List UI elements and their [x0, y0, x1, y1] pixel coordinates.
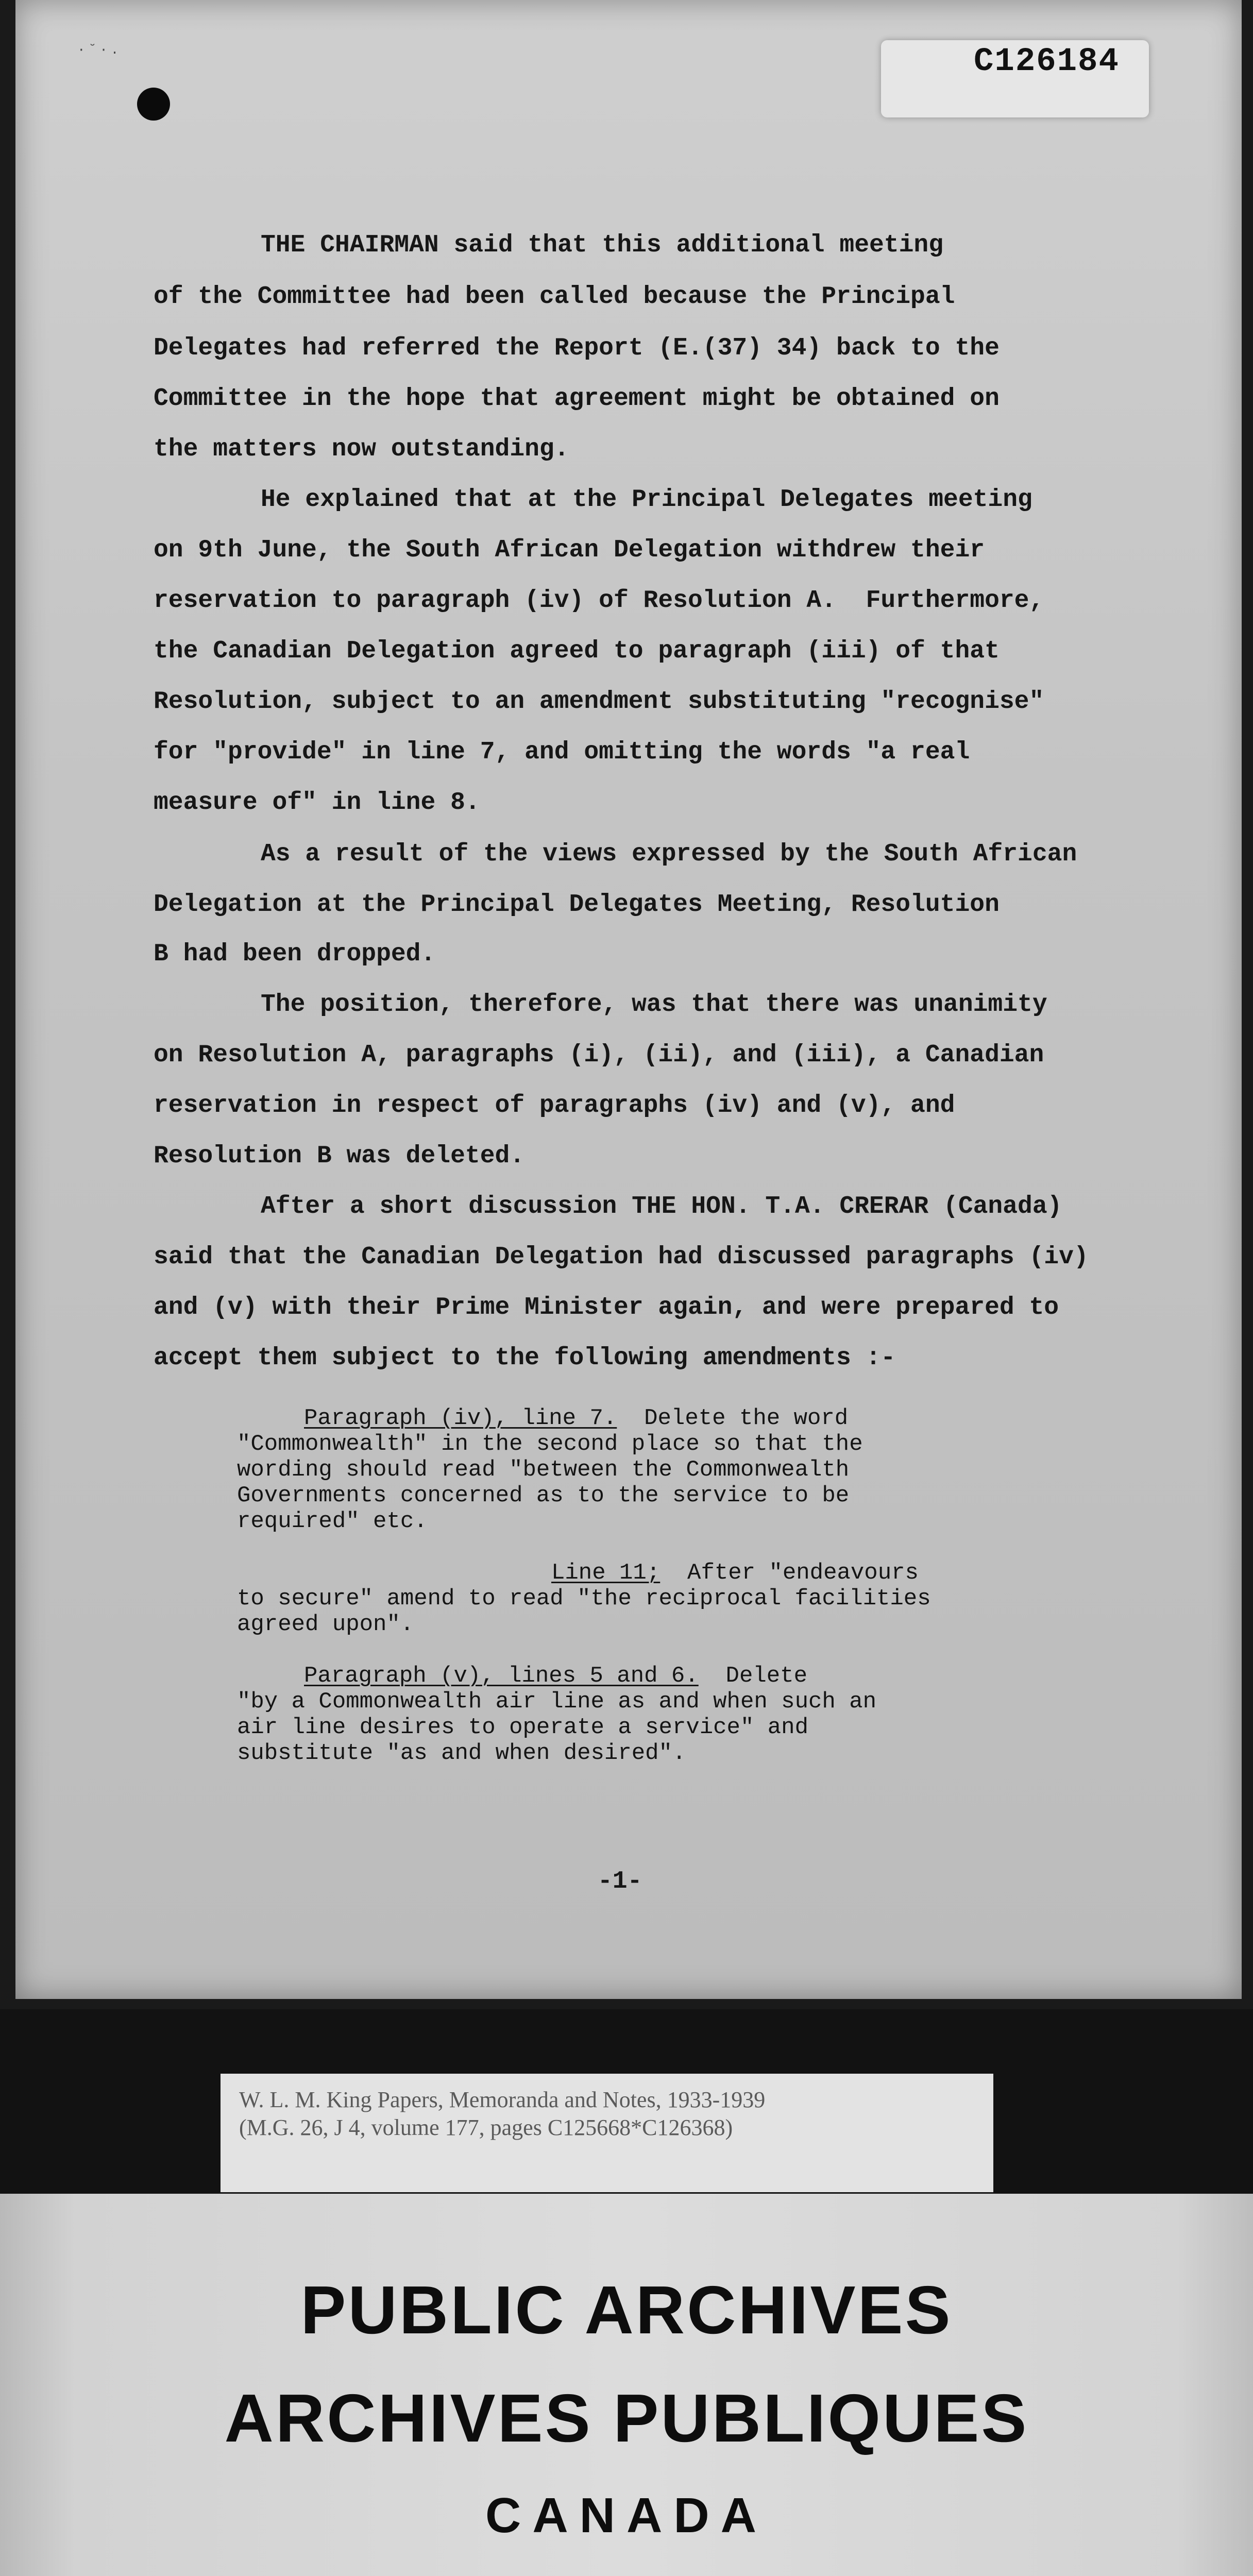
body-line: Committee in the hope that agreement might be obtained on	[154, 385, 1000, 413]
amendment-line: agreed upon".	[237, 1612, 414, 1637]
body-line: Resolution B was deleted.	[154, 1142, 525, 1170]
amendment-line	[304, 1663, 807, 1689]
amendment-line	[304, 1405, 848, 1431]
amendment-heading: Paragraph (v), lines 5 and 6.	[304, 1663, 699, 1689]
amendment-line: required" etc.	[237, 1509, 428, 1534]
amendment-line	[551, 1560, 919, 1586]
amendment-line: "by a Commonwealth air line as and when such an	[237, 1689, 877, 1715]
body-line: He explained that at the Principal Delegates meeting	[261, 486, 1032, 514]
body-line: of the Committee had been called because the Principal	[154, 283, 955, 311]
body-line: for "provide" in line 7, and omitting the words "a real	[154, 738, 970, 766]
archive-stamp-label	[881, 40, 1149, 117]
body-line: After a short discussion THE HON. T.A. CRERAR (Canada)	[261, 1193, 1062, 1221]
amendment-heading: Line 11;	[551, 1560, 661, 1586]
punch-hole	[137, 88, 170, 121]
body-line: on Resolution A, paragraphs (i), (ii), and (iii), a Canadian	[154, 1041, 1044, 1069]
body-line: The position, therefore, was that there was unanimity	[261, 991, 1047, 1019]
body-line: THE CHAIRMAN said that this additional meeting	[261, 231, 944, 259]
body-line: the matters now outstanding.	[154, 435, 569, 463]
stamp-number: C126184	[974, 43, 1120, 80]
body-line: on 9th June, the South African Delegation withdrew their	[154, 536, 985, 564]
amendment-line: substitute "as and when desired".	[237, 1740, 686, 1766]
body-line: the Canadian Delegation agreed to paragraph (iii) of that	[154, 637, 1000, 665]
body-line: said that the Canadian Delegation had discussed paragraphs (iv)	[154, 1243, 1089, 1271]
page-number: -1-	[598, 1868, 642, 1895]
body-line: B had been dropped.	[154, 940, 436, 968]
body-line: accept them subject to the following amendments :-	[154, 1344, 896, 1372]
amendment-heading: Paragraph (iv), line 7.	[304, 1405, 617, 1431]
body-line: reservation in respect of paragraphs (iv) and (v), and	[154, 1092, 955, 1120]
body-line: As a result of the views expressed by the South African	[261, 840, 1077, 868]
citation-line: (M.G. 26, J 4, volume 177, pages C125668*C126368)	[239, 2115, 733, 2140]
body-line: reservation to paragraph (iv) of Resolution A. Furthermore,	[154, 587, 1044, 615]
archive-label-panel	[0, 2194, 1253, 2576]
amendment-line: to secure" amend to read "the reciprocal facilities	[237, 1586, 931, 1612]
body-line: Resolution, subject to an amendment substituting "recognise"	[154, 688, 1044, 716]
amendment-text: Delete	[725, 1663, 807, 1689]
amendment-line: wording should read "between the Commonwealth	[237, 1457, 850, 1483]
amendment-line: Governments concerned as to the service to be	[237, 1483, 850, 1509]
amendment-line: "Commonwealth" in the second place so that the	[237, 1431, 863, 1457]
amendment-line: air line desires to operate a service" and	[237, 1715, 808, 1740]
citation-label	[221, 2074, 993, 2192]
body-line: Delegation at the Principal Delegates Meeting, Resolution	[154, 891, 1000, 919]
amendment-text: After "endeavours	[687, 1560, 919, 1586]
archive-title-en: PUBLIC ARCHIVES	[300, 2272, 953, 2348]
body-line: Delegates had referred the Report (E.(37) 34) back to the	[154, 334, 1000, 362]
body-line: measure of" in line 8.	[154, 789, 480, 817]
body-line: and (v) with their Prime Minister again, and were prepared to	[154, 1294, 1059, 1321]
archive-country: CANADA	[485, 2488, 768, 2543]
document-page	[15, 0, 1242, 1999]
archive-title-fr: ARCHIVES PUBLIQUES	[224, 2380, 1029, 2456]
amendment-text: Delete the word	[644, 1405, 849, 1431]
citation-line: W. L. M. King Papers, Memoranda and Notes, 1933-1939	[239, 2087, 766, 2112]
corner-mark: ·˘·.	[77, 42, 122, 58]
